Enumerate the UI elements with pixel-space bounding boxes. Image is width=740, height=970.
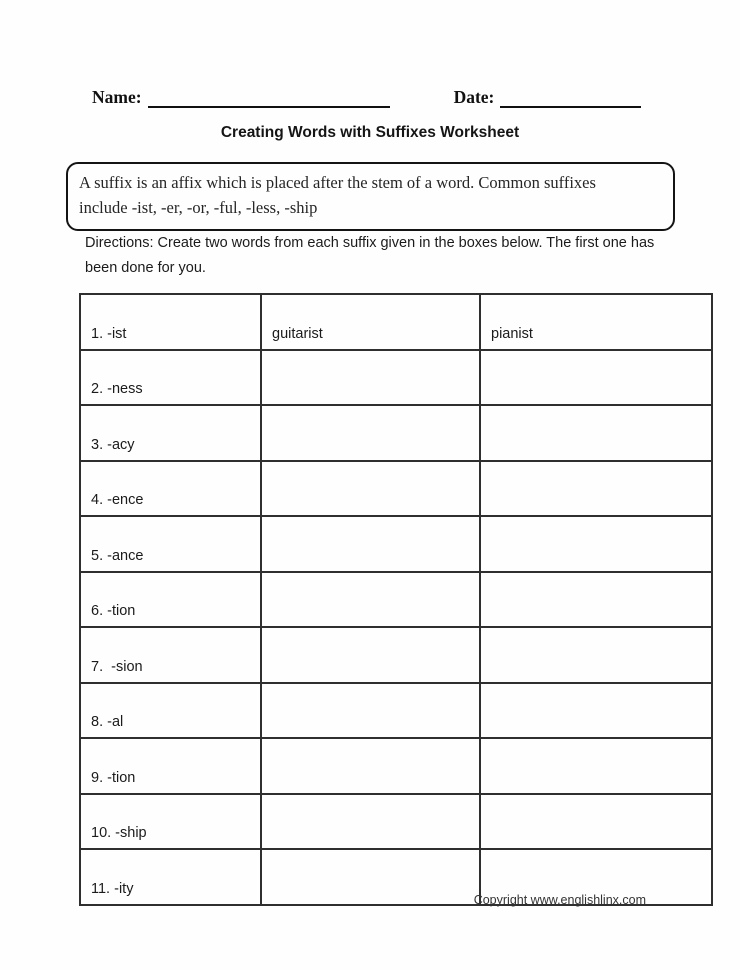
answer-cell-2: [480, 516, 712, 572]
definition-text: A suffix is an affix which is placed after the stem of a word. Common suffixes include -ist, -er, -or, -ful, -less, -ship: [79, 173, 596, 217]
name-label: Name:: [92, 87, 142, 107]
answer-cell-1: [261, 350, 480, 406]
table-row: [80, 350, 712, 406]
directions-text: Directions: Create two words from each suffix given in the boxes below. The first one has been done for you.: [85, 235, 655, 276]
suffix-cell: 1. -ist: [80, 294, 261, 350]
table-row: [80, 461, 712, 517]
answer-cell-1: [261, 405, 480, 461]
answer-cell-2: [480, 683, 712, 739]
table-row: [80, 405, 712, 461]
answer-cell-2: [480, 738, 712, 794]
suffix-table: [79, 293, 713, 906]
answer-cell-2: [480, 572, 712, 628]
answer-cell-1: [261, 461, 480, 517]
table-row: [80, 683, 712, 739]
suffix-cell: 11. -ity: [80, 849, 261, 905]
suffix-cell: 6. -tion: [80, 572, 261, 628]
date-blank-line: [500, 86, 641, 108]
suffix-cell: 7. -sion: [80, 627, 261, 683]
suffix-cell: 8. -al: [80, 683, 261, 739]
suffix-cell: 2. -ness: [80, 350, 261, 406]
answer-cell-2: pianist: [480, 294, 712, 350]
table-row: [80, 794, 712, 850]
definition-box: [66, 162, 675, 231]
table-row: [80, 294, 712, 350]
table-row: [80, 516, 712, 572]
suffix-cell: 9. -tion: [80, 738, 261, 794]
table-row: [80, 572, 712, 628]
name-date-row: [92, 86, 648, 108]
date-label: Date:: [453, 87, 495, 107]
answer-cell-2: [480, 627, 712, 683]
suffix-cell: 3. -acy: [80, 405, 261, 461]
suffix-cell: 5. -ance: [80, 516, 261, 572]
table-row: [80, 627, 712, 683]
answer-cell-1: [261, 627, 480, 683]
answer-cell-1: guitarist: [261, 294, 480, 350]
answer-cell-2: [480, 405, 712, 461]
suffix-cell: 10. -ship: [80, 794, 261, 850]
answer-cell-2: [480, 461, 712, 517]
worksheet-title: Creating Words with Suffixes Worksheet: [220, 124, 520, 141]
name-blank-line: [148, 86, 390, 108]
suffix-cell: 4. -ence: [80, 461, 261, 517]
answer-cell-1: [261, 572, 480, 628]
answer-cell-2: [480, 794, 712, 850]
answer-cell-2: [480, 350, 712, 406]
table-row: [80, 738, 712, 794]
answer-cell-1: [261, 849, 480, 905]
answer-cell-1: [261, 794, 480, 850]
answer-cell-1: [261, 738, 480, 794]
answer-cell-1: [261, 683, 480, 739]
copyright-text: Copyright www.englishlinx.com: [473, 893, 646, 907]
answer-cell-1: [261, 516, 480, 572]
